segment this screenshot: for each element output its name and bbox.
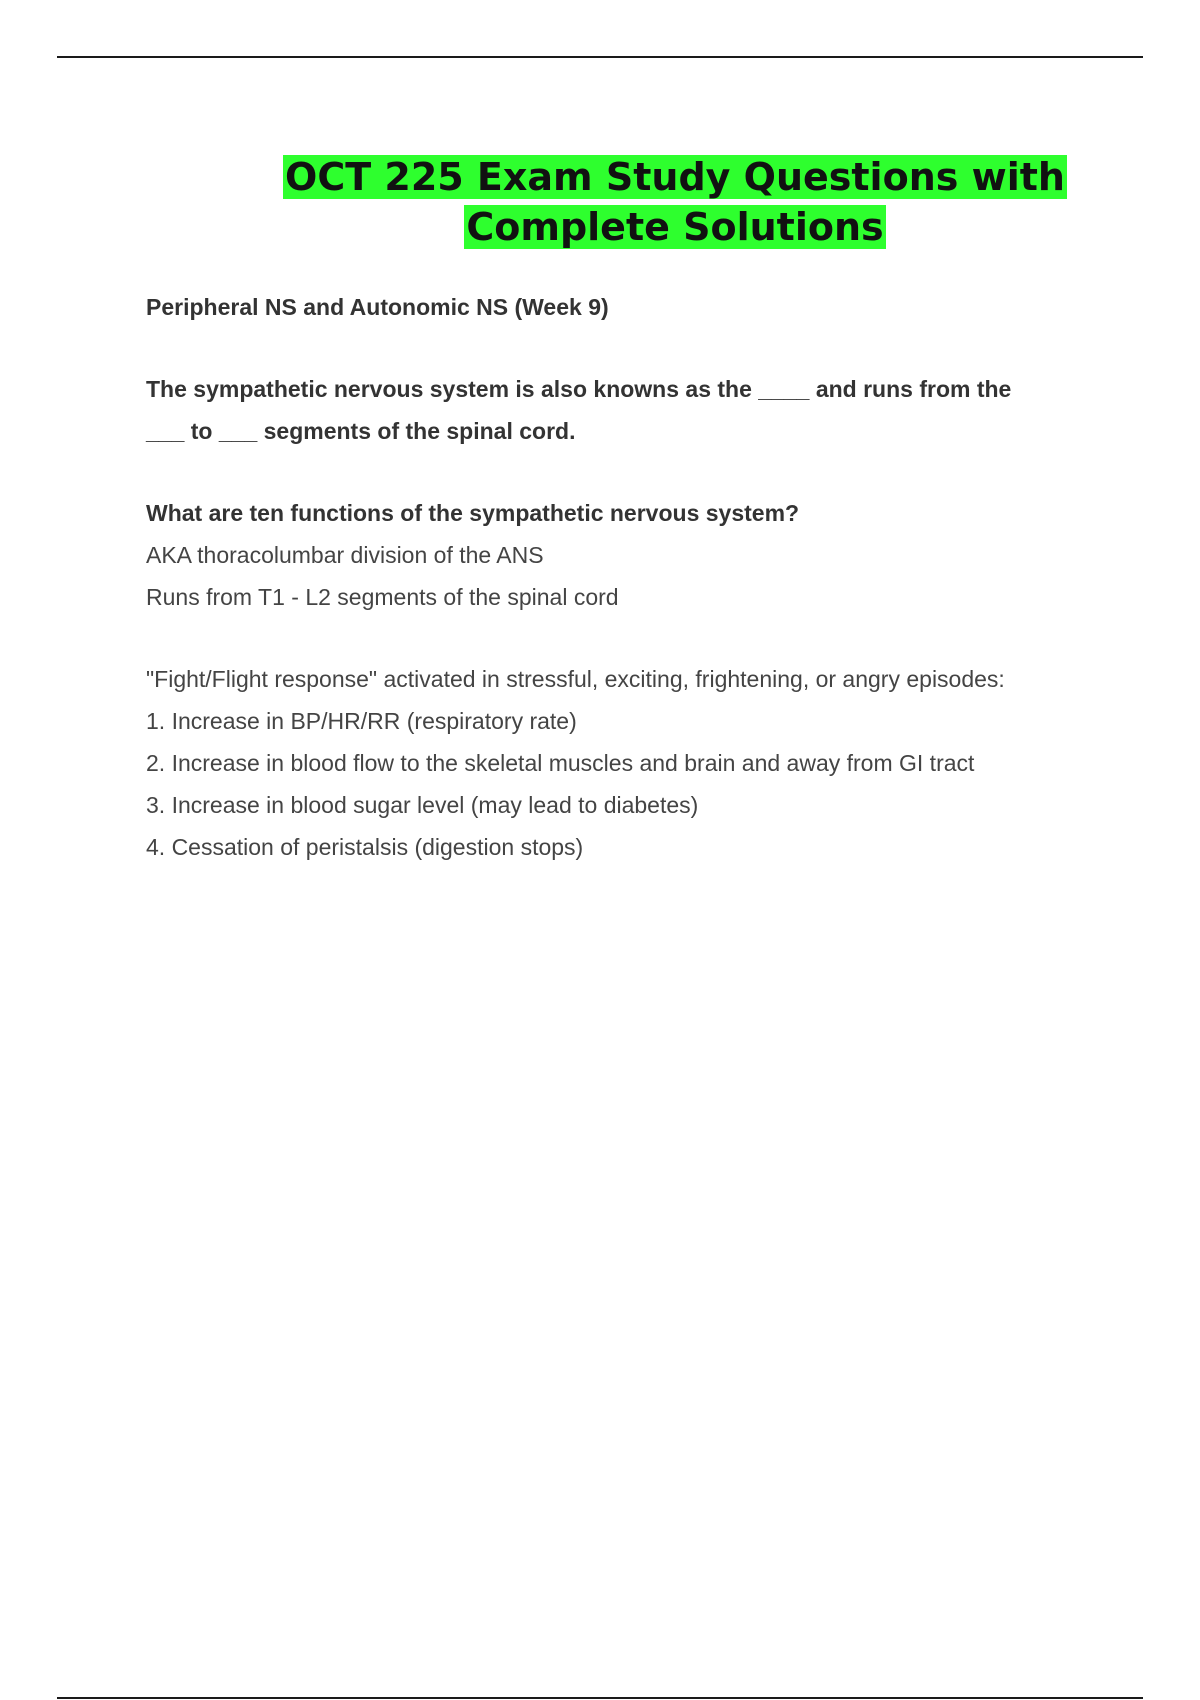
document-body [146, 286, 1086, 868]
title-line-2: Complete Solutions [466, 205, 884, 249]
list-item: 3. Increase in blood sugar level (may lead to diabetes) [146, 792, 699, 818]
section-heading: Peripheral NS and Autonomic NS (Week 9) [146, 294, 609, 320]
question-1-line-1: The sympathetic nervous system is also knowns as the ____ and runs from the [146, 376, 1012, 402]
title-line-1: OCT 225 Exam Study Questions with [285, 155, 1065, 199]
answer-line: Runs from T1 - L2 segments of the spinal cord [146, 584, 619, 610]
top-divider [57, 56, 1143, 58]
list-item: 1. Increase in BP/HR/RR (respiratory rate) [146, 708, 577, 734]
question-1-line-2: ___ to ___ segments of the spinal cord. [146, 418, 576, 444]
list-intro: "Fight/Flight response" activated in stressful, exciting, frightening, or angry episodes: [146, 666, 1005, 692]
question-2: What are ten functions of the sympathetic nervous system? [146, 500, 800, 526]
answer-line: AKA thoracolumbar division of the ANS [146, 542, 544, 568]
question-1 [146, 368, 1086, 452]
bottom-divider [57, 1697, 1143, 1699]
document-title [280, 152, 1070, 252]
list-item: 4. Cessation of peristalsis (digestion stops) [146, 834, 584, 860]
list-item: 2. Increase in blood flow to the skeletal muscles and brain and away from GI tract [146, 750, 975, 776]
